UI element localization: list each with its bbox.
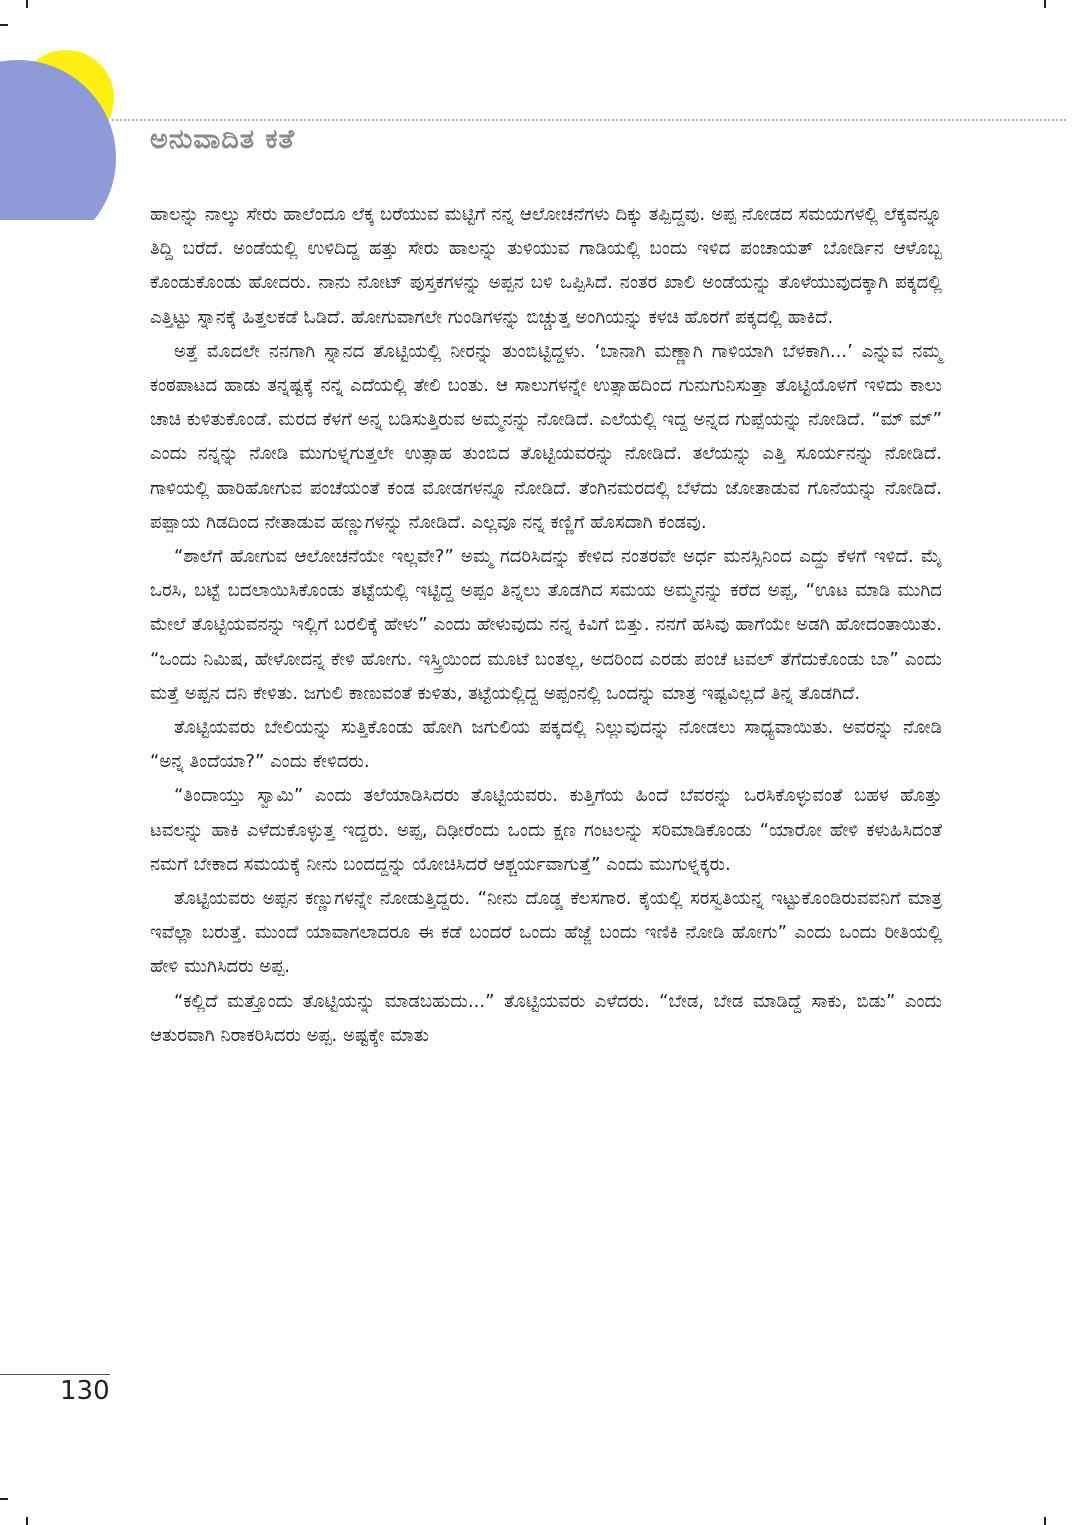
paragraph-7: “ಕಲ್ಲಿದೆ ಮತ್ತೊಂದು ತೊಟ್ಟಿಯನ್ನು ಮಾಡಬಹುದು...” ತೊಟ್ಟಿಯವರು ಎಳೆದರು. “ಬೇಡ, ಬೇಡ ಮಾಡಿದ್ದೆ ಸಾಕು, ಬಿಡು” ಎಂದು ಆತುರವಾಗಿ ನಿರಾಕರಿಸಿದರು ಅಪ್ಪ. ಅಷ್ಟಕ್ಕೇ ಮಾತು <box>150 990 942 1046</box>
crop-mark-bottom-left-v <box>26 1517 28 1525</box>
paragraph-2: ಅತ್ತೆ ಮೊದಲೇ ನನಗಾಗಿ ಸ್ನಾನದ ತೊಟ್ಟಿಯಲ್ಲಿ ನೀರನ್ನು ತುಂಬಿಟ್ಟಿದ್ದಳು. ‘ಬಾನಾಗಿ ಮಣ್ಣಾಗಿ ಗಾಳಿಯಾಗಿ ಬೆಳಕಾಗಿ...’ ಎನ್ನುವ ನಮ್ಮ ಕಂಠಪಾಟದ ಹಾಡು ತನ್ನಷ್ಟಕ್ಕೆ ನನ್ನ ಎದೆಯಲ್ಲಿ ತೇಲಿ ಬಂತು. ಆ ಸಾಲುಗಳನ್ನೇ ಉತ್ಸಾಹದಿಂದ ಗುನುಗುನಿಸುತ್ತಾ ತೊಟ್ಟಿಯೊಳಗೆ ಇಳಿದು ಕಾಲು ಚಾಚಿ ಕುಳಿತುಕೊಂಡೆ. ಮರದ ಕೆಳಗೆ ಅನ್ನ ಬಡಿಸುತ್ತಿರುವ ಅಮ್ಮನನ್ನು ನೋಡಿದೆ. ಎಲೆಯಲ್ಲಿ ಇದ್ದ ಅನ್ನದ ಗುಪ್ಪೆಯನ್ನು ನೋಡಿದೆ. “ಮ್ ಮ್” ಎಂದು ನನ್ನನ್ನು ನೋಡಿ ಮುಗುಳ್ನಗುತ್ತಲೇ ಉತ್ಸಾಹ ತುಂಬಿದ ತೊಟ್ಟಿಯವರನ್ನು ನೋಡಿದೆ. ತಲೆಯನ್ನು ಎತ್ತಿ ಸೂರ್ಯನನ್ನು ನೋಡಿದೆ. ಗಾಳಿಯಲ್ಲಿ ಹಾರಿಹೋಗುವ ಪಂಚೆಯಂತೆ ಕಂಡ ಮೋಡಗಳನ್ನೂ ನೋಡಿದೆ. ತೆಂಗಿನಮರದಲ್ಲಿ ಬೆಳೆದು ಜೋತಾಡುವ ಗೊನೆಯನ್ನು ನೋಡಿದೆ. ಪಪ್ಪಾಯ ಗಿಡದಿಂದ ನೇತಾಡುವ ಹಣ್ಣುಗಳನ್ನು ನೋಡಿದೆ. ಎಲ್ಲವೂ ನನ್ನ ಕಣ್ಣಿಗೆ ಹೊಸದಾಗಿ ಕಂಡವು. <box>150 340 942 533</box>
header-dotted-rule <box>112 119 1066 121</box>
paragraph-3: “ಶಾಲೆಗೆ ಹೋಗುವ ಆಲೋಚನೆಯೇ ಇಲ್ಲವೇ?” ಅಮ್ಮ ಗದರಿಸಿದನ್ನು ಕೇಳಿದ ನಂತರವೇ ಅರ್ಧ ಮನಸ್ಸಿನಿಂದ ಎದ್ದು ಕೆಳಗೆ ಇಳಿದೆ. ಮೈ ಒರಸಿ, ಬಟ್ಟೆ ಬದಲಾಯಿಸಿಕೊಂಡು ತಟ್ಟೆಯಲ್ಲಿ ಇಟ್ಟಿದ್ದ ಅಪ್ಪಂ ತಿನ್ನಲು ತೊಡಗಿದ ಸಮಯ ಅಮ್ಮನನ್ನು ಕರೆದ ಅಪ್ಪ, “ಊಟ ಮಾಡಿ ಮುಗಿದ ಮೇಲೆ ತೊಟ್ಟಿಯವನನ್ನು ಇಲ್ಲಿಗೆ ಬರಲಿಕ್ಕೆ ಹೇಳು” ಎಂದು ಹೇಳುವುದು ನನ್ನ ಕಿವಿಗೆ ಬಿತ್ತು. ನನಗೆ ಹಸಿವು ಹಾಗೆಯೇ ಅಡಗಿ ಹೋದಂತಾಯಿತು. “ಒಂದು ನಿಮಿಷ, ಹೇಳೋದನ್ನ ಕೇಳಿ ಹೋಗು. ಇಸ್ತ್ರಿಯಿಂದ ಮೂಟೆ ಬಂತಲ್ಲ, ಅದರಿಂದ ಎರಡು ಪಂಚೆ ಟವಲ್ ತೆಗೆದುಕೊಂಡು ಬಾ” ಎಂದು ಮತ್ತೆ ಅಪ್ಪನ ದನಿ ಕೇಳಿತು. ಜಗುಲಿ ಕಾಣುವಂತೆ ಕುಳಿತು, ತಟ್ಟೆಯಲ್ಲಿದ್ದ ಅಪ್ಪಂನಲ್ಲಿ ಒಂದನ್ನು ಮಾತ್ರ ಇಷ್ಟವಿಲ್ಲದೆ ತಿನ್ನ ತೊಡಗಿದೆ. <box>150 546 942 704</box>
paragraph-5: “ತಿಂದಾಯ್ತು ಸ್ವಾಮಿ” ಎಂದು ತಲೆಯಾಡಿಸಿದರು ತೊಟ್ಟಿಯವರು. ಕುತ್ತಿಗೆಯ ಹಿಂದೆ ಬೆವರನ್ನು ಒರಸಿಕೊಳ್ಳುವಂತೆ ಬಹಳ ಹೊತ್ತು ಟವಲನ್ನು ಹಾಕಿ ಎಳೆದುಕೊಳ್ಳುತ್ತ ಇದ್ದರು. ಅಪ್ಪ, ದಿಢೀರೆಂದು ಒಂದು ಕ್ಷಣ ಗಂಟಲನ್ನು ಸರಿಮಾಡಿಕೊಂಡು “ಯಾರೋ ಹೇಳಿ ಕಳುಹಿಸಿದಂತೆ ನಮಗೆ ಬೇಕಾದ ಸಮಯಕ್ಕೆ ನೀನು ಬಂದದ್ದನ್ನು ಯೋಚಿಸಿದರೆ ಆಶ್ಚರ್ಯವಾಗುತ್ತೆ” ಎಂದು ಮುಗುಳ್ನಕ್ಕರು. <box>150 785 942 875</box>
page-number-rule <box>0 1374 110 1375</box>
page-number: 130 <box>60 1376 110 1406</box>
crop-mark-bottom-left-h <box>0 1498 8 1500</box>
crop-mark-top-right-v <box>1044 0 1046 8</box>
crop-mark-bottom-right-v <box>1044 1517 1046 1525</box>
paragraph-6: ತೊಟ್ಟಿಯವರು ಅಪ್ಪನ ಕಣ್ಣುಗಳನ್ನೇ ನೋಡುತ್ತಿದ್ದರು. “ನೀನು ದೊಡ್ಡ ಕೆಲಸಗಾರ. ಕೈಯಲ್ಲಿ ಸರಸ್ವತಿಯನ್ನ ಇಟ್ಟುಕೊಂಡಿರುವವನಿಗೆ ಮಾತ್ರ ಇವೆಲ್ಲಾ ಬರುತ್ತೆ. ಮುಂದೆ ಯಾವಾಗಲಾದರೂ ಈ ಕಡೆ ಬಂದರೆ ಒಂದು ಹೆಜ್ಜೆ ಬಂದು ಇಣಿಕಿ ನೋಡಿ ಹೋಗು” ಎಂದು ಒಂದು ರೀತಿಯಲ್ಲಿ ಹೇಳಿ ಮುಗಿಸಿದರು ಅಪ್ಪ. <box>150 888 942 978</box>
decorative-circles <box>0 0 130 220</box>
paragraph-4: ತೊಟ್ಟಿಯವರು ಬೇಲಿಯನ್ನು ಸುತ್ತಿಕೊಂಡು ಹೋಗಿ ಜಗುಲಿಯ ಪಕ್ಕದಲ್ಲಿ ನಿಲ್ಲುವುದನ್ನು ನೋಡಲು ಸಾಧ್ಯವಾಯಿತು. ಅವರನ್ನು ನೋಡಿ “ಅನ್ನ ತಿಂದೆಯಾ?” ಎಂದು ಕೇಳಿದರು. <box>150 717 942 773</box>
paragraph-1: ಹಾಲನ್ನು ನಾಲ್ಕು ಸೇರು ಹಾಲೆಂದೂ ಲೆಕ್ಕ ಬರೆಯುವ ಮಟ್ಟಿಗೆ ನನ್ನ ಆಲೋಚನೆಗಳು ದಿಕ್ಕು ತಪ್ಪಿದ್ದವು. ಅಪ್ಪ ನೋಡದ ಸಮಯಗಳಲ್ಲಿ ಲೆಕ್ಕವನ್ನೂ ತಿದ್ದಿ ಬರೆದೆ. ಅಂಡೆಯಲ್ಲಿ ಉಳಿದಿದ್ದ ಹತ್ತು ಸೇರು ಹಾಲನ್ನು ತುಳಿಯುವ ಗಾಡಿಯಲ್ಲಿ ಬಂದು ಇಳಿದ ಪಂಚಾಯತ್ ಬೋರ್ಡಿನ ಆಳೊಬ್ಬ ಕೊಂಡುಕೊಂಡು ಹೋದರು. ನಾನು ನೋಟ್ ಪುಸ್ತಕಗಳನ್ನು ಅಪ್ಪನ ಬಳಿ ಒಪ್ಪಿಸಿದೆ. ನಂತರ ಖಾಲಿ ಅಂಡೆಯನ್ನು ತೊಳೆಯುವುದಕ್ಕಾಗಿ ಪಕ್ಕದಲ್ಲಿ ಎತ್ತಿಟ್ಟು ಸ್ನಾನಕ್ಕೆ ಹಿತ್ತಲಕಡೆ ಓಡಿದೆ. ಹೋಗುವಾಗಲೇ ಗುಂಡಿಗಳನ್ನು ಬಿಚ್ಚುತ್ತ ಅಂಗಿಯನ್ನು ಕಳಚಿ ಹೊರಗೆ ಪಕ್ಕದಲ್ಲಿ ಹಾಕಿದೆ. <box>150 204 942 328</box>
article-body <box>150 198 942 1053</box>
section-title: ಅನುವಾದಿತ ಕತೆ <box>150 124 295 155</box>
